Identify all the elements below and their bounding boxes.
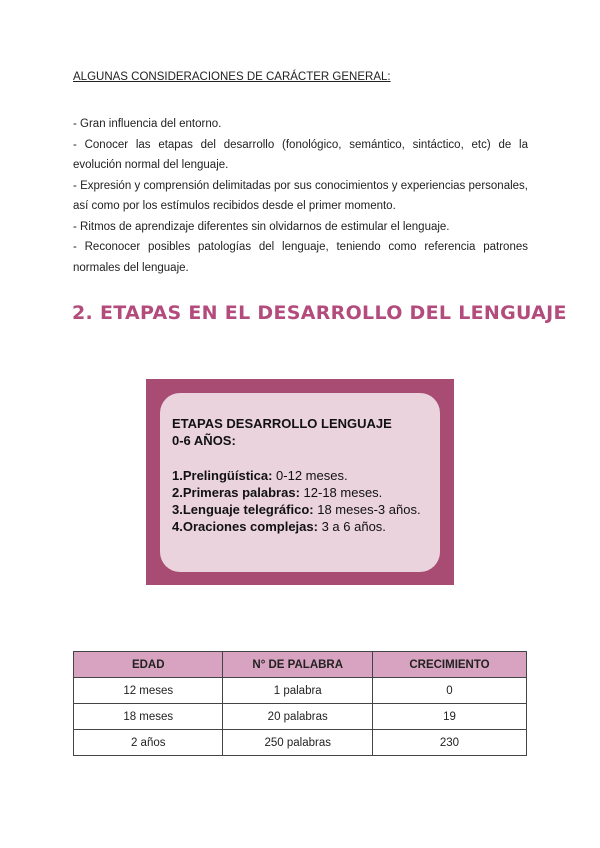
general-considerations-heading: ALGUNAS CONSIDERACIONES DE CARÁCTER GENERAL: (73, 71, 391, 83)
consideration-item: - Ritmos de aprendizaje diferentes sin olvidarnos de estimular el lenguaje. (73, 220, 450, 233)
cell-edad: 18 meses (74, 704, 223, 730)
consideration-item: - Conocer las etapas del desarrollo (fonológico, semántico, sintáctico, etc) de la evolución normal del lenguaje. (73, 138, 528, 171)
section-title: 2. ETAPAS EN EL DESARROLLO DEL LENGUAJE (72, 302, 567, 324)
stage-item (172, 518, 427, 535)
consideration-item: - Gran influencia del entorno. (73, 118, 222, 130)
considerations-list (73, 114, 528, 278)
table-row (74, 678, 527, 704)
cell-palabras: 20 palabras (223, 704, 372, 730)
table-row (74, 704, 527, 730)
header-edad: EDAD (74, 652, 223, 678)
stage-label: 2.Primeras palabras: (172, 485, 300, 500)
table-row (74, 730, 527, 756)
cell-crecimiento: 0 (372, 678, 526, 704)
words-by-age-table (73, 651, 527, 756)
stage-value: 3 a 6 años. (321, 519, 386, 534)
stages-card-age-range: 0-6 AÑOS: (172, 433, 236, 448)
cell-edad: 2 años (74, 730, 223, 756)
header-palabras: N° DE PALABRA (223, 652, 372, 678)
stage-value: 0-12 meses. (276, 468, 348, 483)
stage-label: 4.Oraciones complejas: (172, 519, 318, 534)
table-header-row (74, 652, 527, 678)
stage-item (172, 467, 427, 484)
stages-card (146, 379, 454, 585)
stage-value: 18 meses-3 años. (317, 502, 421, 517)
cell-edad: 12 meses (74, 678, 223, 704)
cell-crecimiento: 19 (372, 704, 526, 730)
stage-label: 1.Prelingüística: (172, 468, 273, 483)
consideration-item: - Reconocer posibles patologías del lenguaje, teniendo como referencia patrones normales del lenguaje. (73, 241, 528, 274)
stages-card-text (172, 415, 427, 535)
stages-card-inner (160, 393, 440, 572)
consideration-item: - Expresión y comprensión delimitadas por sus conocimientos y experiencias personales, así como por los estímulos recibidos desde el primer momento. (73, 179, 528, 212)
stages-card-title: ETAPAS DESARROLLO LENGUAJE (172, 416, 392, 431)
cell-palabras: 1 palabra (223, 678, 372, 704)
stage-value: 12-18 meses. (303, 485, 383, 500)
stages-list (172, 467, 427, 535)
stage-item (172, 484, 427, 501)
cell-palabras: 250 palabras (223, 730, 372, 756)
stage-label: 3.Lenguaje telegráfico: (172, 502, 314, 517)
stage-item (172, 501, 427, 518)
header-crecimiento: CRECIMIENTO (372, 652, 526, 678)
cell-crecimiento: 230 (372, 730, 526, 756)
